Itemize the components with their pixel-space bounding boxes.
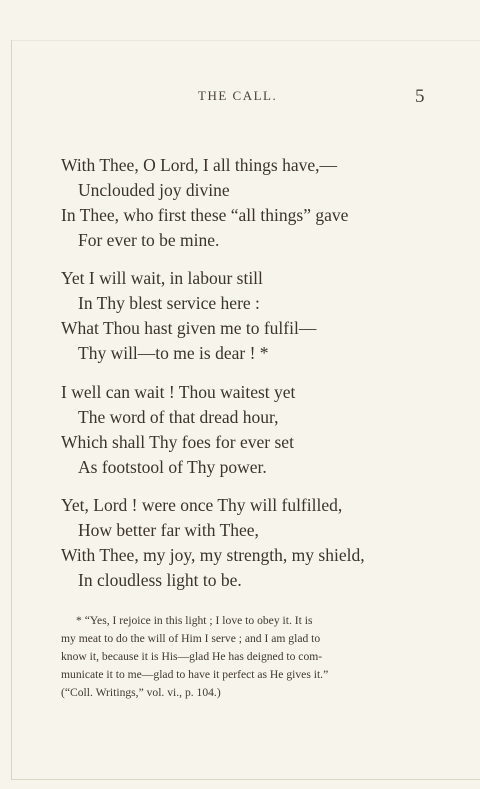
running-head (0, 86, 480, 108)
page-left-edge (11, 40, 12, 780)
footnote-line: my meat to do the will of Him I serve ; and I am glad to (61, 632, 321, 645)
footnote-line: (“Coll. Writings,” vol. vi., p. 104.) (61, 686, 221, 699)
poem-line: I well can wait ! Thou waitest yet (61, 382, 296, 402)
poem-line: Thy will—to me is dear ! * (78, 343, 269, 363)
poem-line: Unclouded joy divine (78, 180, 230, 200)
poem-line: What Thou hast given me to fulfil— (61, 318, 317, 338)
page-number: 5 (415, 86, 425, 107)
poem-line: How better far with Thee, (78, 520, 259, 540)
footnote-line: municate it to me—glad to have it perfect as He gives it.” (61, 668, 329, 681)
poem-line: Yet, Lord ! were once Thy will fulfilled, (61, 495, 343, 515)
poem-line: Which shall Thy foes for ever set (61, 432, 294, 452)
poem-line: Yet I will wait, in labour still (61, 268, 263, 288)
poem-line: In Thee, who first these “all things” gave (61, 205, 349, 225)
poem-line: As footstool of Thy power. (78, 457, 267, 477)
footnote-line: * “Yes, I rejoice in this light ; I love to obey it. It is (76, 614, 313, 627)
page-bottom-edge (11, 779, 480, 780)
poem-line: With Thee, O Lord, I all things have,— (61, 155, 337, 175)
running-title: THE CALL. (198, 88, 278, 103)
page-top-edge (11, 40, 480, 41)
poem-line: In Thy blest service here : (78, 293, 260, 313)
footnote-line: know it, because it is His—glad He has deigned to com- (61, 650, 323, 663)
poem-line: The word of that dread hour, (78, 407, 279, 427)
poem-line: With Thee, my joy, my strength, my shield, (61, 545, 365, 565)
poem-line: In cloudless light to be. (78, 570, 242, 590)
poem-line: For ever to be mine. (78, 230, 220, 250)
